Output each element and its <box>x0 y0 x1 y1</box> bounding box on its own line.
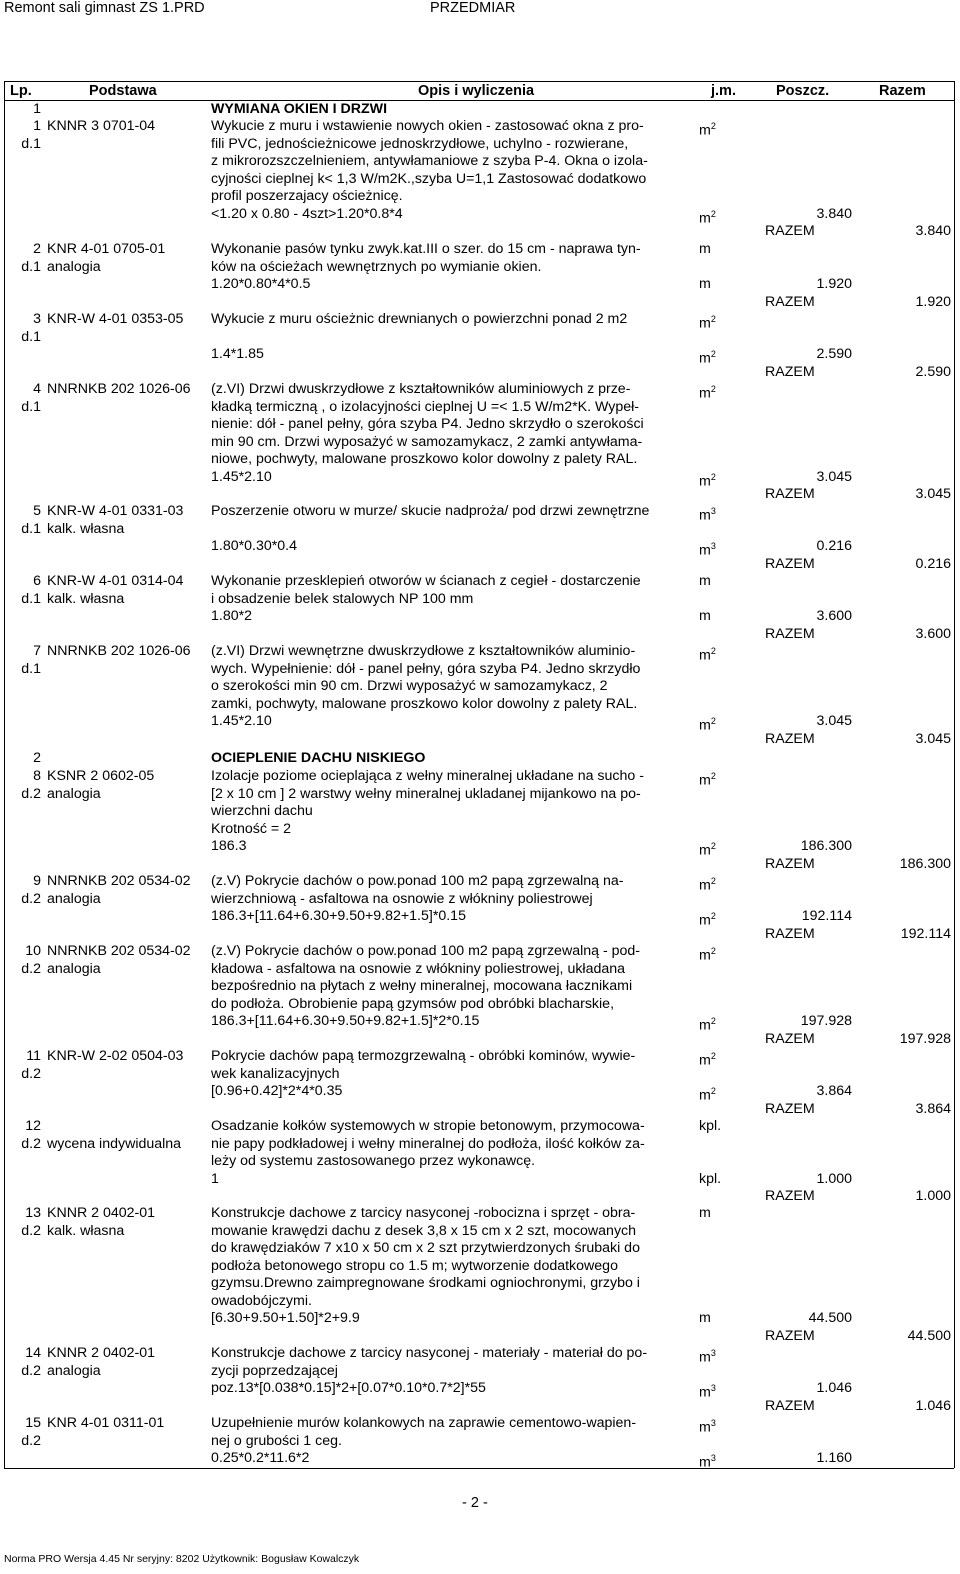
item-quantity: 3.600 <box>816 608 852 624</box>
razem-value: 197.928 <box>899 1030 951 1047</box>
calc-unit: $m^2$ <box>699 471 716 490</box>
razem-value: 1.920 <box>915 293 951 310</box>
item-number: 2 d.1 <box>21 241 41 275</box>
razem-label: RAZEM <box>765 293 815 310</box>
razem-value: 3.840 <box>915 223 951 239</box>
item-calculation: [6.30+9.50+1.50]*2+9.9 <box>211 1310 360 1326</box>
item-number: 4 d.1 <box>21 381 41 415</box>
item-basis: KNR-W 2-02 0504-03 <box>47 1048 184 1064</box>
razem-value: 1.000 <box>915 1188 951 1204</box>
item-description: Konstrukcje dachowe z tarcicy nasyconej - materiały - materiał do po- zycji poprzedzającej poz.13*[0.038*0.15]*2+[0.07*0.10*0.7*2]*55 <box>211 1345 699 1398</box>
item-basis: KNR 4-01 0705-01 analogia <box>47 241 166 275</box>
table-bottom-border <box>4 1468 954 1469</box>
razem-value: 3.600 <box>915 625 951 642</box>
calc-unit: $m^2$ <box>699 841 716 859</box>
column-header-podstawa: Podstawa <box>89 83 157 99</box>
razem-label: RAZEM <box>765 555 815 572</box>
calc-unit: m <box>699 1310 711 1326</box>
razem-label: RAZEM <box>765 855 815 872</box>
razem-value: 3.864 <box>915 1100 951 1117</box>
item-basis: NNRNKB 202 1026-06 <box>47 381 191 397</box>
item-number: 3 d.1 <box>21 311 41 345</box>
item-number: 14 d.2 <box>21 1345 41 1379</box>
document-type-title: PRZEDMIAR <box>430 0 516 16</box>
item-calculation: poz.13*[0.038*0.15]*2+[0.07*0.10*0.7*2]*55 <box>211 1380 486 1396</box>
item-quantity: 3.840 <box>816 205 852 222</box>
item-calculation: 1.45*2.10 <box>211 468 272 485</box>
page-number: - 2 - <box>462 1495 488 1511</box>
item-description: Poszerzenie otworu w murze/ skucie nadproża/ pod drzwi zewnętrzne 1.80*0.30*0.4 <box>211 503 699 556</box>
item-number: 13 d.2 <box>21 1205 41 1239</box>
section-number: 1 <box>33 101 41 117</box>
calc-unit: $m^2$ <box>699 349 716 367</box>
item-quantity: 3.864 <box>816 1083 852 1099</box>
item-number: 6 d.1 <box>21 573 41 607</box>
razem-value: 186.300 <box>899 855 951 872</box>
item-basis: KNR-W 4-01 0331-03 kalk. własna <box>47 503 184 537</box>
item-description: Wykucie z muru ościeżnic drewnianych o powierzchni ponad 2 m2 1.4*1.85 <box>211 311 699 364</box>
item-description: Izolacje poziome ocieplająca z wełny mineralnej układane na sucho - [2 x 10 cm ] 2 warstwy wełny mineralnej ukladanej mijankowo na po- wierzchni dachu Krotność = 2 186.3 <box>211 768 699 856</box>
item-description: (z.VI) Drzwi wewnętrzne dwuskrzydłowe z kształtowników aluminio- wych. Wypełnienie: dół - panel pełny, góra szyba P4. Jedno skrzydło o szerokości min 90 cm. Drzwi wyposażyć w samozamykacz, 2 zamki, pochwyty, malowane proszkowo kolor dowolny z palety RAL. 1.45*2.10 <box>211 643 699 731</box>
item-unit: m <box>699 241 711 257</box>
calc-unit: $m^2$ <box>699 716 716 734</box>
item-description: Uzupełnienie murów kolankowych na zaprawie cementowo-wapien- nej o grubości 1 ceg. 0.25*0.2*11.6*2 <box>211 1415 699 1468</box>
item-calculation: 1.4*1.85 <box>211 346 264 362</box>
calc-unit: $m^3$ <box>699 541 716 559</box>
item-unit: $m^3$ <box>699 1418 716 1436</box>
calc-unit: $m^2$ <box>699 208 716 227</box>
item-description: Wykucie z muru i wstawienie nowych okien - zastosować okna z pro- fili PVC, jednościeżnicowe jednoskrzydłowe, uchylno - rozwierane, z mikrorozszczelnieniem, antywłamaniowe z szyba P-4. Okna o izola- cyjności cieplnej k< 1,3 W/m2K.,szyba U=1,1 Zastosować dodatkowo profil poszerzajacy ościeżnicę. <1.20 x 0.80 - 4szt>1.20*0.8*4 <box>211 118 699 223</box>
item-calculation: 1 <box>211 1170 219 1187</box>
item-basis: KNR 4-01 0311-01 <box>47 1415 165 1431</box>
razem-label: RAZEM <box>765 1030 815 1047</box>
razem-value: 192.114 <box>900 925 951 942</box>
razem-label: RAZEM <box>765 730 815 747</box>
razem-value: 3.045 <box>915 730 951 747</box>
item-calculation: 186.3+[11.64+6.30+9.50+9.82+1.5]*2*0.15 <box>211 1013 480 1029</box>
calc-unit: $m^2$ <box>699 1016 716 1034</box>
item-basis: KNR-W 4-01 0314-04 kalk. własna <box>47 573 184 607</box>
item-unit: $m^2$ <box>699 1051 716 1069</box>
item-unit: $m^2$ <box>699 771 716 789</box>
item-description: Wykonanie pasów tynku zwyk.kat.III o szer. do 15 cm - naprawa tyn- ków na ościeżach wewnętrznych po wymianie okien. 1.20*0.80*4*0.5 <box>211 241 699 294</box>
item-description: Wykonanie przesklepień otworów w ścianach z cegieł - dostarczenie i obsadzenie belek stalowych NP 100 mm 1.80*2 <box>211 573 699 626</box>
calc-unit: kpl. <box>699 1170 722 1187</box>
razem-value: 1.046 <box>915 1397 951 1414</box>
calc-unit: $m^2$ <box>699 1086 716 1104</box>
item-description: Pokrycie dachów papą termozgrzewalną - obróbki kominów, wywie- wek kanalizacyjnych [0.96+0.42]*2*4*0.35 <box>211 1048 699 1101</box>
item-basis: NNRNKB 202 0534-02 analogia <box>47 943 191 977</box>
item-quantity: 44.500 <box>808 1310 852 1326</box>
column-header-opis: Opis i wyliczenia <box>418 83 535 99</box>
item-unit: $m^2$ <box>699 876 716 894</box>
item-basis: KNNR 3 0701-04 <box>47 118 156 134</box>
razem-value: 3.045 <box>915 486 951 502</box>
item-calculation: 186.3 <box>211 838 247 854</box>
section-number: 2 <box>33 750 41 766</box>
item-unit: m <box>699 1205 711 1221</box>
item-number: 11 d.2 <box>21 1048 41 1082</box>
item-quantity: 2.590 <box>816 346 852 362</box>
item-basis: KSNR 2 0602-05 analogia <box>47 768 155 802</box>
item-calculation: 0.25*0.2*11.6*2 <box>211 1450 310 1466</box>
footer-text: Norma PRO Wersja 4.45 Nr seryjny: 8202 Użytkownik: Bogusław Kowalczyk <box>4 1552 360 1565</box>
razem-label: RAZEM <box>765 1327 815 1344</box>
item-basis: NNRNKB 202 1026-06 <box>47 643 191 659</box>
column-header-lp: Lp. <box>10 83 32 99</box>
calc-unit: $m^3$ <box>699 1383 716 1401</box>
item-description: (z.V) Pokrycie dachów o pow.ponad 100 m2 papą zgrzewalną na- wierzchniową - asfaltowa na osnowie z włókniny poliestrowej 186.3+[11.64+6.30+9.50+9.82+1.5]*0.15 <box>211 873 699 926</box>
item-quantity: 1.920 <box>816 276 852 292</box>
item-basis: KNNR 2 0402-01 analogia <box>47 1345 156 1379</box>
item-unit: $m^2$ <box>699 121 716 139</box>
item-quantity: 1.046 <box>816 1380 852 1396</box>
item-calculation: [0.96+0.42]*2*4*0.35 <box>211 1083 343 1099</box>
razem-label: RAZEM <box>765 1100 815 1117</box>
calc-unit: m <box>699 608 711 624</box>
column-header-jm: j.m. <box>711 83 736 99</box>
razem-value: 2.590 <box>915 363 951 380</box>
document-name: Remont sali gimnast ZS 1.PRD <box>4 0 205 16</box>
item-description: (z.VI) Drzwi dwuskrzydłowe z kształtowników aluminiowych z prze- kładką termiczną , o izolacyjności cieplnej U =< 1.5 W/m2*K. Wypeł- nienie: dół - panel pełny, góra szyba P4. Jedno skrzydło o szerokości min 90 cm. Drzwi wyposażyć w samozamykacz, 2 zamki antywłama- niowe, pochwyty, malowane proszkowo kolor dowolny z palety RAL. 1.45*2.10 <box>211 381 699 486</box>
item-number: 10 d.2 <box>21 943 41 977</box>
item-unit: $m^2$ <box>699 314 716 332</box>
item-unit: $m^2$ <box>699 384 716 402</box>
razem-value: 44.500 <box>907 1327 951 1344</box>
table-top-border <box>4 81 954 82</box>
calc-unit: $m^3$ <box>699 1453 716 1471</box>
section-title: WYMIANA OKIEN I DRZWI <box>211 101 388 117</box>
item-quantity: 3.045 <box>816 713 852 729</box>
item-calculation: 1.80*2 <box>211 608 253 624</box>
razem-label: RAZEM <box>765 625 815 642</box>
item-number: 15 d.2 <box>21 1415 41 1449</box>
item-basis: KNR-W 4-01 0353-05 <box>47 311 184 327</box>
column-header-razem: Razem <box>879 83 926 99</box>
razem-label: RAZEM <box>765 363 815 380</box>
item-unit: $m^2$ <box>699 646 716 664</box>
item-calculation: 1.45*2.10 <box>211 713 272 729</box>
calc-unit: $m^2$ <box>699 911 716 929</box>
razem-value: 0.216 <box>915 555 951 572</box>
item-basis: KNNR 2 0402-01 kalk. własna <box>47 1205 156 1239</box>
razem-label: RAZEM <box>765 223 815 239</box>
item-quantity: 3.045 <box>816 468 852 485</box>
item-quantity: 186.300 <box>800 838 852 854</box>
item-unit: $m^3$ <box>699 1348 716 1366</box>
item-number: 1 d.1 <box>21 118 41 152</box>
item-quantity: 0.216 <box>816 538 852 554</box>
item-quantity: 197.928 <box>800 1013 852 1029</box>
razem-label: RAZEM <box>765 1397 815 1414</box>
item-unit: kpl. <box>699 1118 722 1134</box>
item-quantity: 192.114 <box>801 908 852 924</box>
calc-unit: m <box>699 276 711 292</box>
item-unit: $m^2$ <box>699 946 716 964</box>
item-number: 5 d.1 <box>21 503 41 537</box>
razem-label: RAZEM <box>765 1188 815 1204</box>
item-number: 8 d.2 <box>21 768 41 802</box>
item-description: Konstrukcje dachowe z tarcicy nasyconej -robocizna i sprzęt - obra- mowanie krawędzi dachu z desek 3,8 x 15 cm x 2 szt, mocowanych do krawędziaków 7 x10 x 50 cm x 2 szt przytwierdzonych śrubaki do podłoża betonowego stropu co 1.5 m; wytworzenie dodatkowego gzymsu.Drewno zaimpregnowane środkami ogniochronymi, grzybo i owadobójczymi. [6.30+9.50+1.50]*2+9.9 <box>211 1205 699 1328</box>
section-title: OCIEPLENIE DACHU NISKIEGO <box>211 750 426 766</box>
table-right-border <box>954 81 955 1468</box>
item-description: Osadzanie kołków systemowych w stropie betonowym, przymocowa- nie papy podkładowej i wełny mineralnej do podłoża, ilość kołków za- leży od systemu zastosowanego przez wykonawcę. 1 <box>211 1118 699 1188</box>
item-number: 12 d.2 <box>21 1118 41 1152</box>
item-description: (z.V) Pokrycie dachów o pow.ponad 100 m2 papą zgrzewalną - pod- kładowa - asfaltowa na osnowie z włókniny poliestrowej, układana bezpośrednio na płytach z wełny mineralnej, mocowana łacznikami do podłoża. Obrobienie papą gzymsów pod obróbki blacharskie, 186.3+[11.64+6.30+9.50+9.82+1.5]*2*0.15 <box>211 943 699 1031</box>
item-quantity: 1.000 <box>816 1170 852 1187</box>
item-calculation: 186.3+[11.64+6.30+9.50+9.82+1.5]*0.15 <box>211 908 466 924</box>
razem-label: RAZEM <box>765 486 815 502</box>
item-calculation: 1.80*0.30*0.4 <box>211 538 297 554</box>
item-number: 9 d.2 <box>21 873 41 907</box>
item-calculation: <1.20 x 0.80 - 4szt>1.20*0.8*4 <box>211 205 403 222</box>
item-basis: NNRNKB 202 0534-02 analogia <box>47 873 191 907</box>
item-quantity: 1.160 <box>816 1450 852 1466</box>
item-basis: wycena indywidualna <box>47 1135 182 1152</box>
item-number: 7 d.1 <box>21 643 41 677</box>
column-header-poszcz: Poszcz. <box>776 83 830 99</box>
razem-label: RAZEM <box>765 925 815 942</box>
item-unit: m <box>699 573 711 589</box>
item-calculation: 1.20*0.80*4*0.5 <box>211 276 311 292</box>
item-unit: $m^3$ <box>699 506 716 524</box>
